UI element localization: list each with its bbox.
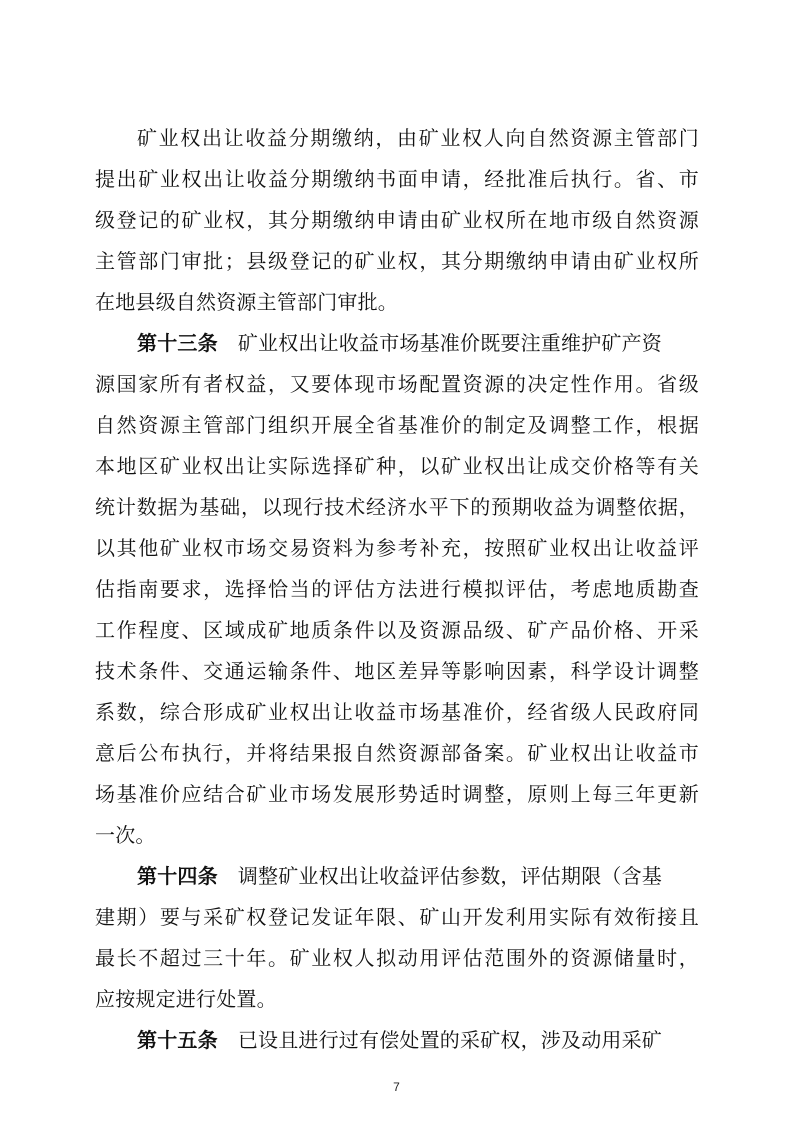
paragraph-line: 自然资源主管部门组织开展全省基准价的制定及调整工作，根据	[95, 413, 699, 437]
article-15-line-text: 已设且进行过有偿处置的采矿权，涉及动用采矿	[237, 1028, 663, 1052]
paragraph-line: 以其他矿业权市场交易资料为参考补充，按照矿业权出让收益评	[95, 536, 699, 560]
paragraph-line: 系数，综合形成矿业权出让收益市场基准价，经省级人民政府同	[95, 700, 699, 724]
article-14-first-line	[137, 864, 699, 888]
paragraph-line: 本地区矿业权出让实际选择矿种，以矿业权出让成交价格等有关	[95, 454, 699, 478]
paragraph-line: 建期）要与采矿权登记发证年限、矿山开发利用实际有效衔接且	[95, 905, 699, 929]
article-13-first-line	[137, 331, 699, 355]
article-15-first-line	[137, 1028, 699, 1052]
page-number: 7	[393, 1080, 400, 1094]
article-15-heading: 第十五条	[137, 1028, 218, 1052]
article-14-line-text: 调整矿业权出让收益评估参数，评估期限（含基	[237, 864, 663, 888]
paragraph-line: 在地县级自然资源主管部门审批。	[95, 290, 398, 314]
paragraph-line: 技术条件、交通运输条件、地区差异等影响因素，科学设计调整	[95, 659, 699, 683]
paragraph-line: 最长不超过三十年。矿业权人拟动用评估范围外的资源储量时，	[95, 946, 699, 970]
paragraph-line: 估指南要求，选择恰当的评估方法进行模拟评估，考虑地质勘查	[95, 577, 699, 601]
paragraph-line: 统计数据为基础，以现行技术经济水平下的预期收益为调整依据，	[95, 495, 699, 519]
paragraph-line: 意后公布执行，并将结果报自然资源部备案。矿业权出让收益市	[95, 741, 699, 765]
paragraph-line: 场基准价应结合矿业市场发展形势适时调整，原则上每三年更新	[95, 782, 699, 806]
paragraph-line: 矿业权出让收益分期缴纳，由矿业权人向自然资源主管部门	[137, 126, 699, 150]
paragraph-line: 提出矿业权出让收益分期缴纳书面申请，经批准后执行。省、市	[95, 167, 699, 191]
paragraph-line: 级登记的矿业权，其分期缴纳申请由矿业权所在地市级自然资源	[95, 208, 699, 232]
paragraph-line: 主管部门审批；县级登记的矿业权，其分期缴纳申请由矿业权所	[95, 249, 699, 273]
paragraph-line: 一次。	[95, 823, 156, 847]
article-13-heading: 第十三条	[137, 331, 218, 355]
paragraph-line: 源国家所有者权益，又要体现市场配置资源的决定性作用。省级	[95, 372, 699, 396]
paragraph-line: 应按规定进行处置。	[95, 987, 277, 1011]
paragraph-line: 工作程度、区域成矿地质条件以及资源品级、矿产品价格、开采	[95, 618, 699, 642]
article-14-heading: 第十四条	[137, 864, 218, 888]
article-13-line-text: 矿业权出让收益市场基准价既要注重维护矿产资	[237, 331, 663, 355]
